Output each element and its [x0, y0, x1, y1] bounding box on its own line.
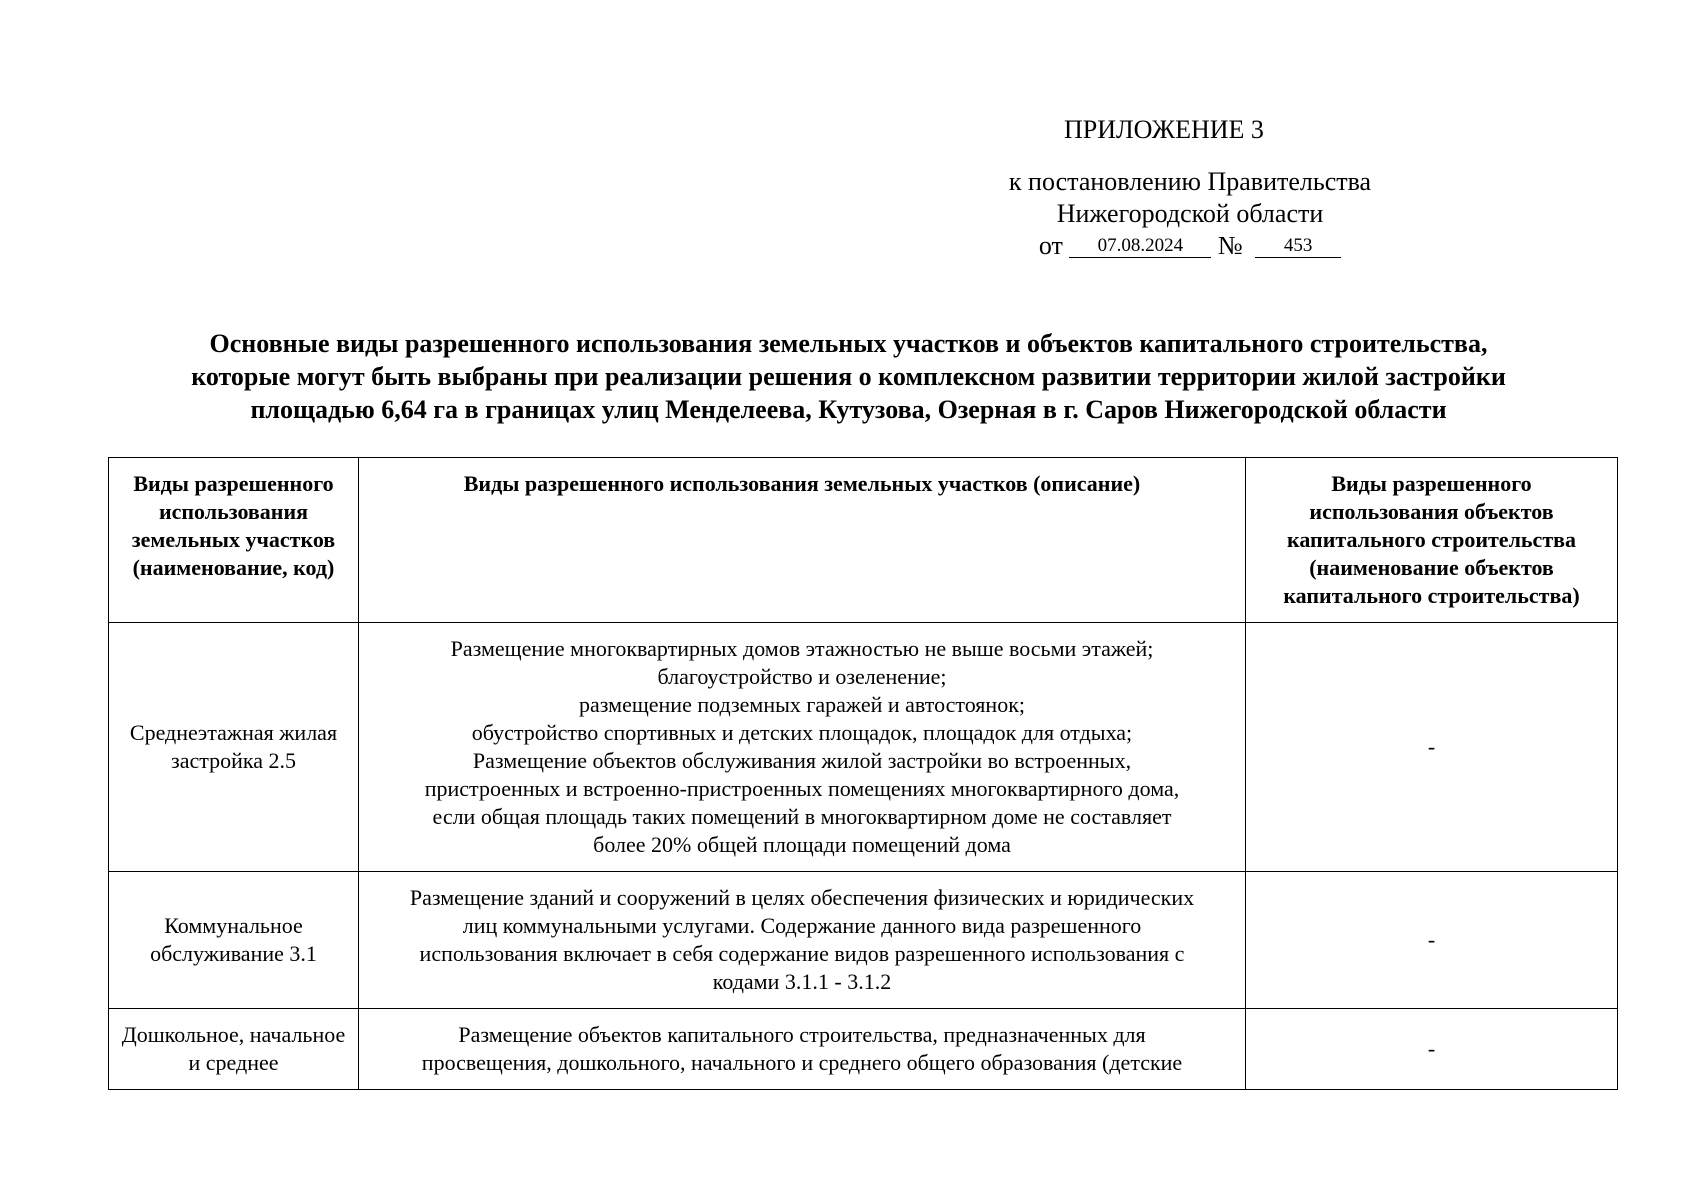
construction-objects-cell: -: [1246, 872, 1618, 1009]
land-use-description-cell: [359, 872, 1246, 1009]
description-line: Размещение зданий и сооружений в целях обеспечения физических и юридических: [409, 885, 1195, 910]
description-line: более 20% общей площади помещений дома: [593, 832, 1011, 857]
land-use-name-cell: Коммунальное обслуживание 3.1: [109, 872, 359, 1009]
land-use-description-cell: [359, 623, 1246, 872]
description-line: Размещение объектов обслуживания жилой застройки во встроенных,: [472, 748, 1132, 773]
appendix-date-line: [960, 230, 1420, 262]
description-line: кодами 3.1.1 - 3.1.2: [712, 969, 892, 994]
appendix-line-2: Нижегородской области: [1056, 199, 1324, 228]
number-sign: №: [1217, 231, 1243, 260]
header-construction-objects: Виды разрешенного использования объектов капитального строительства (наименование объектов капитального строительства): [1246, 458, 1618, 623]
header-land-use-name: Виды разрешенного использования земельных участков (наименование, код): [109, 458, 359, 623]
description-line: лиц коммунальными услугами. Содержание данного вида разрешенного: [462, 913, 1142, 938]
description-line: использования включает в себя содержание видов разрешенного использования с: [419, 941, 1185, 966]
description-line: если общая площадь таких помещений в многоквартирном доме не составляет: [432, 804, 1172, 829]
title-line: Основные виды разрешенного использования земельных участков и объектов капитального строительства,: [209, 329, 1488, 358]
title-line: площадью 6,64 га в границах улиц Менделеева, Кутузова, Озерная в г. Саров Нижегородской области: [250, 395, 1447, 424]
appendix-heading: ПРИЛОЖЕНИЕ 3: [1064, 115, 1264, 144]
table-row: [109, 623, 1618, 872]
land-use-name-cell: Среднеэтажная жилая застройка 2.5: [109, 623, 359, 872]
description-line: обустройство спортивных и детских площадок, площадок для отдыха;: [471, 720, 1133, 745]
land-use-description-cell: [359, 1009, 1246, 1090]
construction-objects-cell: -: [1246, 1009, 1618, 1090]
decree-number: 453: [1255, 235, 1341, 258]
description-line: Размещение многоквартирных домов этажностью не выше восьми этажей;: [450, 636, 1154, 661]
description-line: размещение подземных гаражей и автостоянок;: [579, 692, 1025, 717]
title-line: которые могут быть выбраны при реализации решения о комплексном развитии территории жилой застройки: [191, 362, 1506, 391]
table-header-row: [109, 458, 1618, 623]
description-line: пристроенных и встроенно-пристроенных помещениях многоквартирного дома,: [424, 776, 1180, 801]
document-title: [100, 327, 1597, 426]
appendix-line-1: к постановлению Правительства: [1008, 167, 1372, 196]
table-row: [109, 1009, 1618, 1090]
table-row: [109, 872, 1618, 1009]
date-prefix: от: [1038, 231, 1063, 260]
land-use-name-cell: Дошкольное, начальное и среднее: [109, 1009, 359, 1090]
description-line: Размещение объектов капитального строительства, предназначенных для: [458, 1022, 1146, 1047]
decree-date: 07.08.2024: [1069, 235, 1211, 258]
construction-objects-cell: -: [1246, 623, 1618, 872]
land-use-table: [108, 457, 1618, 1090]
header-land-use-description: Виды разрешенного использования земельных участков (описание): [359, 458, 1246, 623]
description-line: просвещения, дошкольного, начального и среднего общего образования (детские: [421, 1050, 1183, 1075]
description-line: благоустройство и озеленение;: [657, 664, 947, 689]
